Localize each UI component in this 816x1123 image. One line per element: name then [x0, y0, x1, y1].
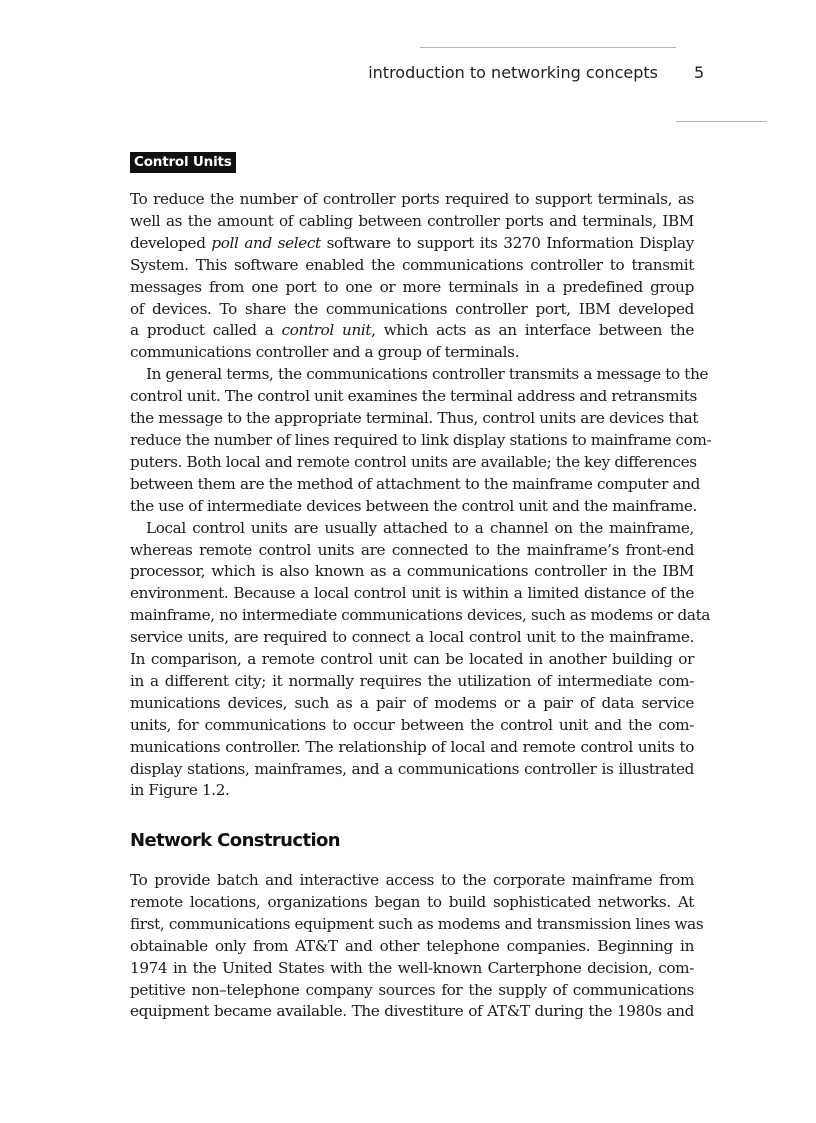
- text-run: , which acts as an interface between the: [371, 321, 694, 340]
- text-line: [130, 780, 694, 802]
- text-run: of devices. To share the communications controller port, IBM developed: [130, 299, 694, 318]
- text-line: [130, 364, 709, 386]
- text-run: mainframe, no intermediate communications devices, such as modems or data: [130, 606, 711, 625]
- text-line: [130, 386, 697, 408]
- text-run: In comparison, a remote control unit can be located in another building or: [130, 650, 694, 669]
- text-line: [130, 671, 694, 693]
- text-run: whereas remote control units are connected to the mainframe’s front-end: [130, 540, 694, 559]
- text-run: control unit. The control unit examines the terminal address and retransmits: [130, 387, 697, 406]
- text-run: To reduce the number of controller ports required to support terminals, as: [130, 190, 694, 208]
- text-line: [130, 561, 694, 583]
- text-line: [130, 320, 694, 342]
- text-run: software to support its 3270 Information Display: [320, 233, 694, 252]
- text-line: [130, 189, 694, 211]
- text-line: [130, 605, 711, 627]
- text-line: [130, 540, 694, 562]
- text-run: display stations, mainframes, and a communications controller is illustrated: [130, 759, 694, 778]
- text-line: [130, 759, 694, 781]
- text-line: [130, 980, 694, 1002]
- section-heading-network-construction: Network Construction: [130, 830, 341, 851]
- text-line: [130, 430, 712, 452]
- text-run: communications controller and a group of terminals.: [130, 343, 520, 362]
- text-run: munications controller. The relationship of local and remote control units to: [130, 737, 694, 756]
- text-run: units, for communications to occur between the control unit and the com-: [130, 715, 694, 734]
- text-line: [130, 277, 694, 299]
- text-line: [130, 583, 694, 605]
- text-run: munications devices, such as a pair of modems or a pair of data service: [130, 693, 694, 712]
- text-line: [130, 737, 694, 759]
- text-run: petitive non–telephone company sources for the supply of communications: [130, 980, 694, 999]
- header-rule-top: [420, 47, 676, 48]
- text-line: [130, 255, 694, 277]
- text-line: [130, 518, 694, 540]
- text-run: the use of intermediate devices between the control unit and the mainframe.: [130, 496, 698, 515]
- italic-term: control unit: [281, 321, 372, 340]
- text-run: the message to the appropriate terminal. Thus, control units are devices that: [130, 409, 699, 428]
- text-run: between them are the method of attachment to the mainframe computer and: [130, 474, 701, 493]
- text-run: Local control units are usually attached to a channel on the mainframe,: [146, 518, 694, 537]
- text-run: well as the amount of cabling between controller ports and terminals, IBM: [130, 211, 694, 230]
- text-line: [130, 693, 694, 715]
- text-line: [130, 627, 694, 649]
- text-line: [130, 649, 694, 671]
- section-label-control-units: Control Units: [130, 152, 236, 173]
- running-head: introduction to networking concepts: [368, 63, 658, 82]
- control-units-body-text: [130, 189, 712, 802]
- text-run: in a different city; it normally requires the utilization of intermediate com-: [130, 671, 694, 690]
- text-run: environment. Because a local control unit is within a limited distance of the: [130, 584, 694, 603]
- text-run: in Figure 1.2.: [130, 781, 230, 800]
- text-run: equipment became available. The divestiture of AT&T during the 1980s and: [130, 1002, 694, 1021]
- text-line: [130, 474, 701, 496]
- italic-term: poll and select: [211, 233, 321, 252]
- text-line: [130, 342, 694, 364]
- text-run: puters. Both local and remote control units are available; the key differences: [130, 452, 697, 471]
- network-construction-body-text: [130, 870, 704, 1023]
- text-run: a product called a: [130, 321, 282, 340]
- page-number: 5: [694, 63, 705, 82]
- text-line: [130, 408, 699, 430]
- text-line: [130, 936, 694, 958]
- text-line: [130, 452, 697, 474]
- text-run: messages from one port to one or more terminals in a predefined group: [130, 277, 694, 296]
- text-run: obtainable only from AT&T and other telephone companies. Beginning in: [130, 936, 694, 955]
- header-rule-right: [676, 121, 767, 122]
- text-line: [130, 211, 694, 233]
- text-run: first, communications equipment such as modems and transmission lines was: [130, 914, 704, 933]
- text-line: [130, 496, 698, 518]
- text-run: 1974 in the United States with the well-known Carterphone decision, com-: [130, 958, 694, 977]
- text-run: To provide batch and interactive access to the corporate mainframe from: [130, 871, 694, 889]
- text-run: System. This software enabled the communications controller to transmit: [130, 255, 694, 274]
- text-line: [130, 299, 694, 321]
- text-line: [130, 870, 694, 892]
- text-line: [130, 958, 694, 980]
- text-run: processor, which is also known as a communications controller in the IBM: [130, 562, 694, 581]
- text-line: [130, 1001, 694, 1023]
- text-line: [130, 715, 694, 737]
- text-run: developed: [130, 233, 212, 252]
- text-line: [130, 892, 694, 914]
- text-run: reduce the number of lines required to link display stations to mainframe com-: [130, 430, 712, 449]
- text-line: [130, 233, 694, 255]
- text-run: remote locations, organizations began to build sophisticated networks. At: [130, 892, 694, 911]
- text-run: service units, are required to connect a local control unit to the mainframe.: [130, 628, 694, 647]
- text-run: In general terms, the communications controller transmits a message to the: [146, 365, 709, 384]
- text-line: [130, 914, 704, 936]
